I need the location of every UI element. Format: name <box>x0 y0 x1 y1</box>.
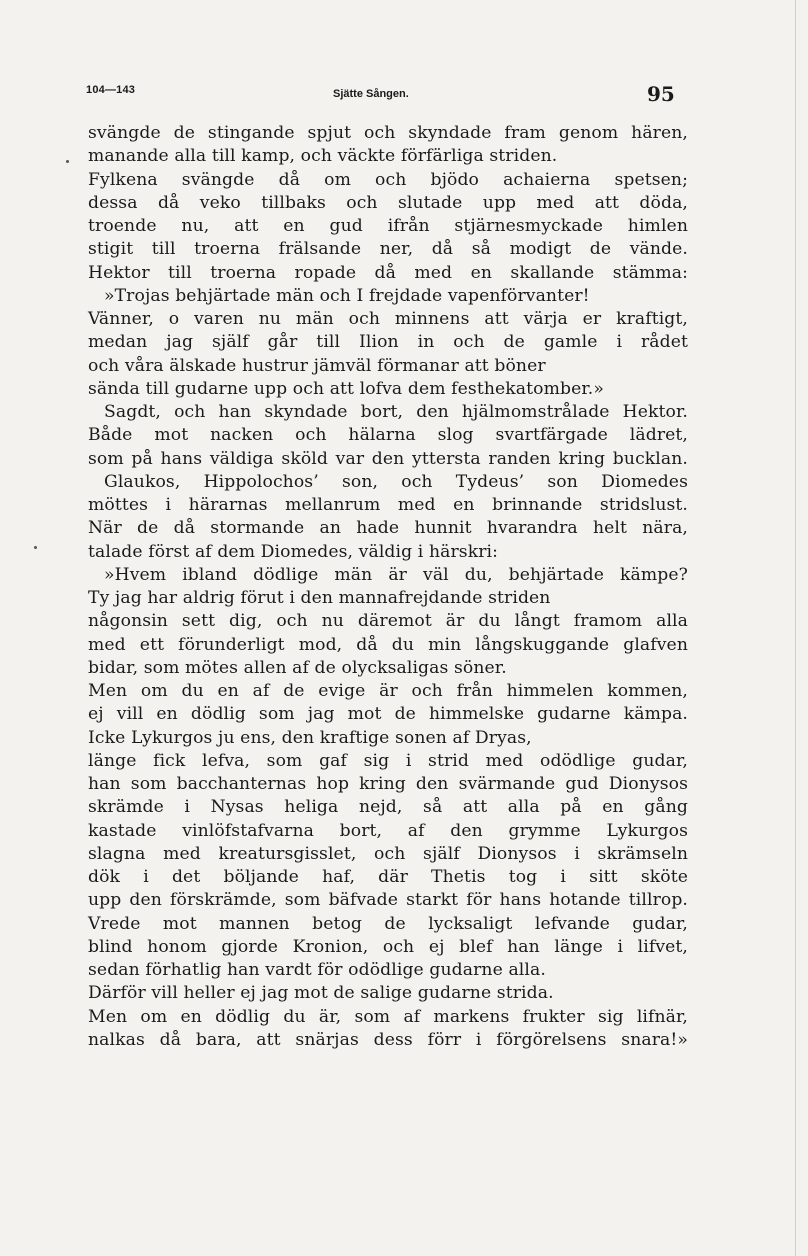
text-line: Glaukos, Hippolochos’ son, och Tydeus’ son Diomedes <box>104 471 688 492</box>
text-line: Men om en dödlig du är, som af markens frukter sig lifnär, <box>88 1006 688 1027</box>
text-line: sedan förhatlig han vardt för odödlige gudarne alla. <box>88 960 546 980</box>
text-line: stigit till troerna frälsande ner, då så modigt de vände. <box>88 239 688 260</box>
poem-text <box>88 122 688 1052</box>
page-edge-line <box>795 0 796 1256</box>
print-speck <box>34 546 37 549</box>
text-line: nalkas då bara, att snärjas dess förr i förgörelsens snara!» <box>88 1029 688 1050</box>
text-line: manande alla till kamp, och väckte förfärliga striden. <box>88 146 558 167</box>
text-line: med ett förunderligt mod, då du min långskuggande glafven <box>88 634 688 655</box>
page-header <box>86 78 686 110</box>
text-line: troende nu, att en gud ifrån stjärnesmyckade himlen <box>88 216 688 236</box>
text-line: ej vill en dödlig som jag mot de himmelske gudarne kämpa. <box>88 704 688 725</box>
text-line: Vrede mot mannen betog de lycksaligt lefvande gudar, <box>88 913 688 934</box>
text-line: blind honom gjorde Kronion, och ej blef han länge i lifvet, <box>88 936 688 957</box>
text-line: sända till gudarne upp och att lofva dem festhekatomber.» <box>88 378 604 399</box>
text-line: Både mot nacken och hälarna slog svartfärgade lädret, <box>88 425 688 446</box>
text-line: Sagdt, och han skyndade bort, den hjälmomstrålade Hektor. <box>104 402 688 422</box>
text-line: När de då stormande an hade hunnit hvarandra helt nära, <box>88 518 688 539</box>
text-line: slagna med kreatursgisslet, och själf Dionysos i skrämseln <box>88 843 688 864</box>
text-line: medan jag själf går till Ilion in och de gamle i rådet <box>88 332 688 353</box>
text-line: Fylkena svängde då om och bjödo achaierna spetsen; <box>88 169 688 190</box>
text-line: som på hans väldiga sköld var den yttersta randen kring bucklan. <box>88 448 688 469</box>
running-title: Sjätte Sången. <box>333 88 409 100</box>
text-line: »Trojas behjärtade män och I frejdade vapenförvanter! <box>104 285 590 306</box>
text-line: Icke Lykurgos ju ens, den kraftige sonen af Dryas, <box>88 727 532 748</box>
text-line: dök i det böljande haf, där Thetis tog i sitt sköte <box>88 867 688 887</box>
text-line: kastade vinlöfstafvarna bort, af den grymme Lykurgos <box>88 820 688 841</box>
text-line: Därför vill heller ej jag mot de salige gudarne strida. <box>88 983 554 1004</box>
text-line: skrämde i Nysas heliga nejd, så att alla på en gång <box>88 797 688 818</box>
text-line: svängde de stingande spjut och skyndade fram genom hären, <box>88 123 688 143</box>
line-range: 104—143 <box>86 84 136 96</box>
text-line: Vänner, o varen nu män och minnens att värja er kraftigt, <box>88 309 688 329</box>
text-line: talade först af dem Diomedes, väldig i härskri: <box>88 541 499 562</box>
text-line: möttes i härarnas mellanrum med en brinnande stridslust. <box>88 495 688 515</box>
text-line: Men om du en af de evige är och från himmelen kommen, <box>88 681 688 701</box>
text-line: bidar, som mötes allen af de olycksaligas söner. <box>88 657 507 678</box>
print-speck <box>66 160 69 163</box>
text-line: Hektor till troerna ropade då med en skallande stämma: <box>88 262 688 283</box>
text-line: någonsin sett dig, och nu däremot är du långt framom alla <box>88 611 688 632</box>
text-line: och våra älskade hustrur jämväl förmanar att böner <box>88 355 546 376</box>
page-number: 95 <box>647 82 675 106</box>
text-line: dessa då veko tillbaks och slutade upp med att döda, <box>88 192 688 213</box>
text-line: han som bacchanternas hop kring den svärmande gud Dionysos <box>88 774 688 794</box>
text-line: »Hvem ibland dödlige män är väl du, behjärtade kämpe? <box>104 564 688 585</box>
text-line: Ty jag har aldrig förut i den mannafrejdande striden <box>88 588 551 608</box>
text-line: upp den förskrämde, som bäfvade starkt för hans hotande tillrop. <box>88 890 688 911</box>
text-line: länge fick lefva, som gaf sig i strid med odödlige gudar, <box>88 750 688 771</box>
